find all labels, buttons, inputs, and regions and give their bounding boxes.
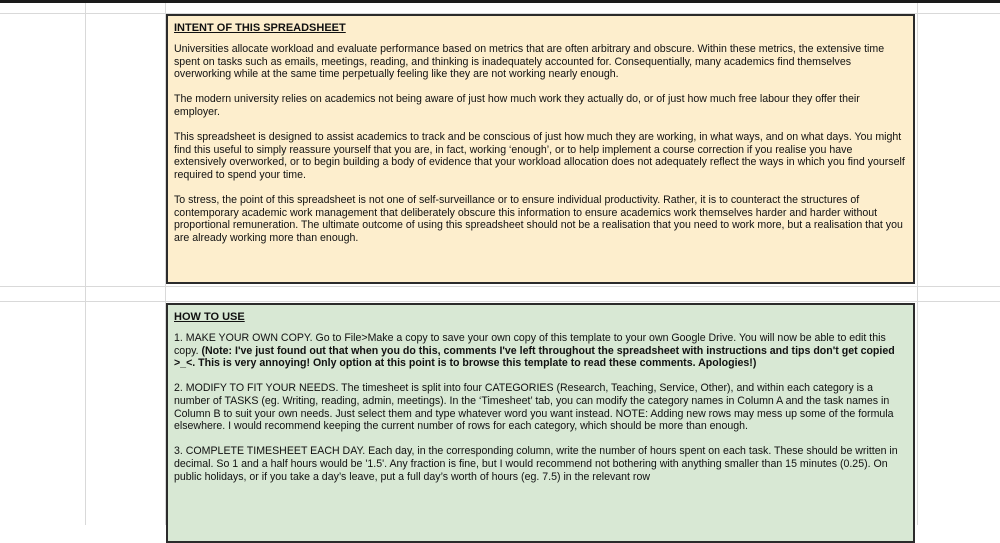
howto-step-2: 2. MODIFY TO FIT YOUR NEEDS. The timesheet is split into four CATEGORIES (Research, Teaching, Service, Other), and within each category is a number of TASKS (eg. Writing, reading, admin, meetings). In the ‘Timesheet’ tab, you can modify the category names in Column A and the task names in Column B to suit your own needs. Just select them and type whatever word you want instead. NOTE: Adding new rows may mess up some of the formula elsewhere. I would recommend keeping the current number of rows for each category, which should be more than enough. (174, 382, 894, 433)
intent-paragraph: This spreadsheet is designed to assist academics to track and be conscious of just how much they are working, in what ways, and on what days. You might find this useful to simply reassure yourself that you are, in fact, working ‘enough’, or to help implement a course correction if you realise you have extensively overworked, or to begin building a body of evidence that your workload allocation does not adequately reflect the ways in which you find yourself required to spend your time. (174, 131, 905, 181)
column-divider (85, 0, 86, 525)
howto-step-1 (174, 332, 907, 370)
how-to-use-cell[interactable] (166, 303, 915, 543)
intent-paragraph: To stress, the point of this spreadsheet is not one of self-surveillance or to ensure individual productivity. Rather, it is to counteract the structures of contemporary academic work management that deliberately obscure this information to ensure academics work themselves harder and harder without proportional remuneration. The ultimate outcome of using this spreadsheet should not be a realisation that you need to work more, but a realisation that you are already working more than enough. (174, 194, 903, 244)
intent-paragraph: The modern university relies on academics not being aware of just how much work they actually do, or of just how much free labour they offer their employer. (174, 93, 860, 118)
column-divider (917, 0, 918, 525)
howto-step-3: 3. COMPLETE TIMESHEET EACH DAY. Each day, in the corresponding column, write the number of hours spent on each task. These should be written in decimal. So 1 and a half hours would be '1.5'. Any fraction is fine, but I would recommend not bothering with anything smaller than 15 minutes (0.25). On public holidays, or if you take a day’s leave, put a full day’s worth of hours (eg. 7.5) in the relevant row (174, 445, 898, 483)
howto-step-1-text: 1. MAKE YOUR OWN COPY. Go to File>Make a copy to save your own copy of this template to your own Google Drive. You will now be able to edit this copy. (174, 332, 886, 357)
row-divider (0, 286, 1000, 287)
top-border (0, 0, 1000, 3)
intent-cell[interactable] (166, 14, 915, 284)
row-divider (0, 301, 1000, 302)
intent-heading: INTENT OF THIS SPREADSHEET (174, 22, 346, 34)
howto-heading: HOW TO USE (174, 311, 245, 323)
howto-step-1-note: (Note: I've just found out that when you do this, comments I've left throughout the spreadsheet with instructions and tips don't get copied >_<. This is very annoying! Only option at this point is to browse this template to read these comments. Apologies!) (174, 344, 895, 370)
intent-paragraph: Universities allocate workload and evaluate performance based on metrics that are often arbitrary and obscure. Within these metrics, the extensive time spent on tasks such as emails, meetings, reading, and thinking is inadequately accounted for. Consequentially, many academics find themselves overworking while at the same time perpetually feeling like they are not working nearly enough. (174, 43, 885, 81)
